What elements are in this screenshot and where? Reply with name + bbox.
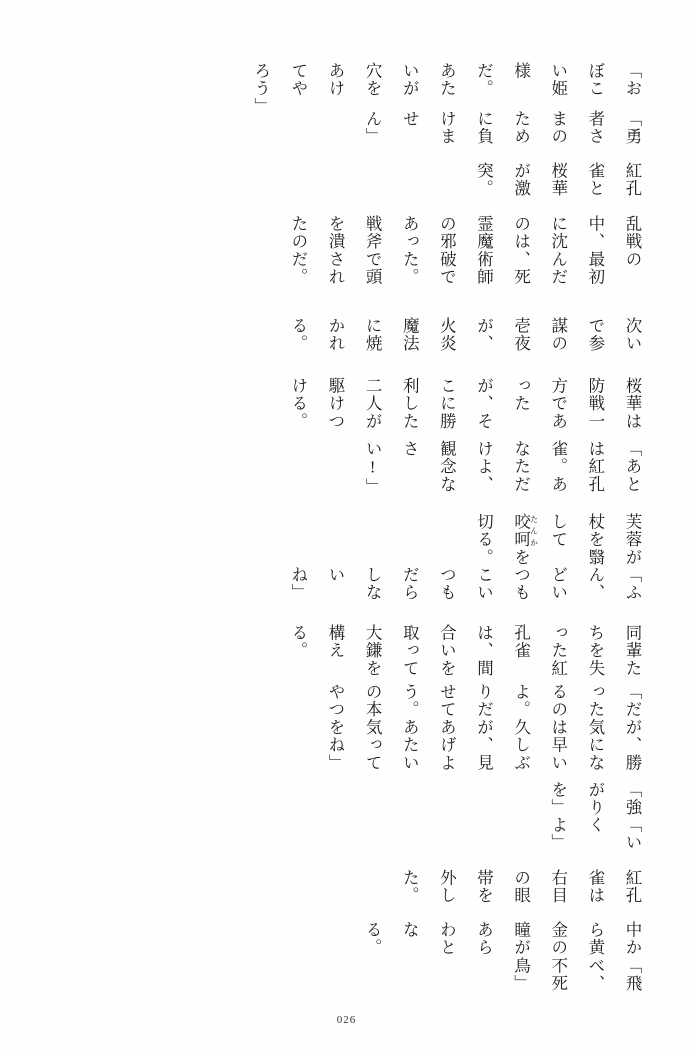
text-line-10: 同輩たちを失った紅孔雀は、間合いを取って大鎌を構える。 <box>288 624 642 678</box>
text-line-13: 「いくよ」 <box>548 816 642 852</box>
text-line-11: 「だが、勝った気になるのは早いよ。久しぶりだが、見せてあげよう。あたいの本気ってやつをね」 <box>326 683 642 772</box>
text-line-6: 桜華は防戦一方であったが、そこに勝利した二人が駆けつける。 <box>288 377 642 431</box>
text-line-5: 次いで参謀の壱夜が、火炎魔法に焼かれる。 <box>288 316 642 352</box>
text-line-3: 紅孔雀と桜華が激突。 <box>474 162 642 198</box>
text-line-15: 中から黄金の瞳があらわとなる。 <box>363 921 642 957</box>
ruby-annotation: 咬呵 たんか <box>511 512 539 549</box>
text-line-12: 「強がりを」 <box>548 781 642 817</box>
vertical-text-body <box>42 62 651 992</box>
text-line-16: 「飛べ、不死鳥」 <box>511 956 642 993</box>
text-line-7: 「あとは紅孔雀。あなただけよ、観念なさい!」 <box>363 440 642 496</box>
text-line-8: 芙蓉が杖を翳して咬呵 たんかを切る。 <box>474 512 642 566</box>
text-line-9: 「ふん、どいつもこいつもだらしないね」 <box>288 565 642 602</box>
page-number: 026 <box>336 1014 357 1026</box>
text-line-4: 乱戦の中、最初に沈んだのは、死霊魔術師の邪破であった。戦斧で頭を潰されたのだ。 <box>288 214 642 286</box>
text-line-14: 紅孔雀は右目の眼帯を外した。 <box>400 868 642 905</box>
text-line-2: 「勇者さまのために負けません」 <box>363 109 642 146</box>
text-line-1: 「おぼこい姫様だ。あたいが穴をあけてやろう」 <box>251 62 642 116</box>
